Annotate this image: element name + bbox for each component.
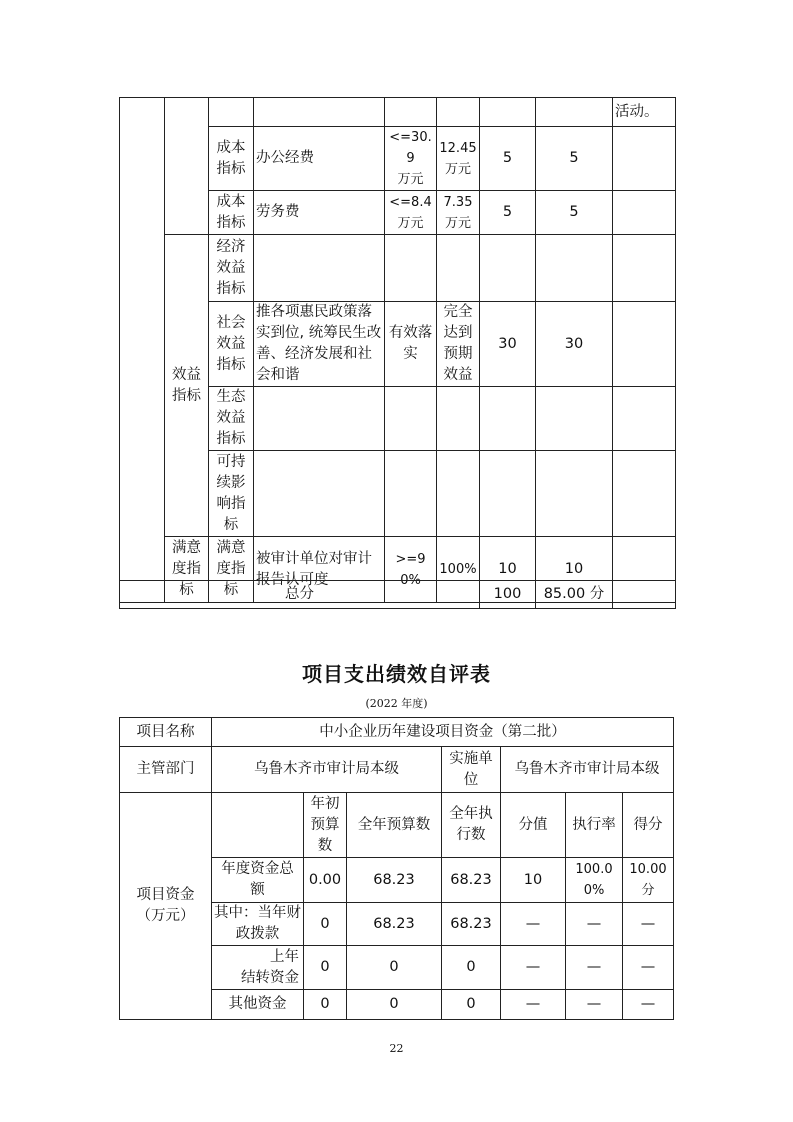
fund-initial: 0	[304, 903, 347, 946]
fund-score: 10.00 分	[623, 858, 674, 903]
project-name-label: 项目名称	[120, 718, 212, 747]
indicator-sub: 成本 指标	[209, 191, 254, 235]
satisfaction-category: 满意 度指 标	[165, 537, 209, 603]
indicator-name: 劳务费	[254, 191, 385, 235]
indicator-sub: 可持 续影 响指 标	[209, 451, 254, 537]
indicator-weight: 5	[480, 127, 536, 191]
impl-label: 实施单 位	[442, 747, 501, 793]
indicator-score: 30	[536, 302, 613, 387]
fund-executed: 0	[442, 946, 501, 990]
project-expenditure-table	[119, 717, 674, 1020]
col-header: 执行率	[566, 793, 623, 858]
fund-executed: 68.23	[442, 858, 501, 903]
indicator-score: 5	[536, 191, 613, 235]
fund-budget: 68.23	[347, 858, 442, 903]
indicator-name: 推各项惠民政策落实到位, 统筹民生改善、经济发展和社会和谐	[254, 302, 385, 387]
fund-executed: 68.23	[442, 903, 501, 946]
fund-score: —	[623, 903, 674, 946]
fund-initial: 0.00	[304, 858, 347, 903]
indicator-weight: 5	[480, 191, 536, 235]
indicator-sub: 满意 度指 标	[209, 537, 254, 603]
remark-cell: 活动。	[613, 98, 676, 127]
indicator-sub: 成本 指标	[209, 127, 254, 191]
subcategory-cell-blank	[165, 98, 209, 235]
performance-indicators-table	[119, 97, 676, 603]
fund-rate: 100.00%	[566, 858, 623, 903]
indicator-target: <=30.9 万元	[385, 127, 437, 191]
fund-weight: —	[501, 946, 566, 990]
fund-weight: 10	[501, 858, 566, 903]
fund-weight: —	[501, 903, 566, 946]
indicator-target: <=8.4 万元	[385, 191, 437, 235]
impl-value: 乌鲁木齐市审计局本级	[501, 747, 674, 793]
total-row-table	[119, 580, 676, 609]
fund-initial: 0	[304, 946, 347, 990]
indicator-actual: 100%	[437, 537, 480, 603]
fund-row-label: 年度资金总 额	[212, 858, 304, 903]
indicator-actual: 完全 达到 预期 效益	[437, 302, 480, 387]
col-header: 得分	[623, 793, 674, 858]
indicator-target: >=90%	[385, 537, 437, 603]
benefit-category: 效益 指标	[165, 235, 209, 537]
total-weight: 100	[480, 581, 536, 609]
col-header: 分值	[501, 793, 566, 858]
fund-weight: —	[501, 990, 566, 1020]
fund-row-label: 其他资金	[212, 990, 304, 1020]
dept-label: 主管部门	[120, 747, 212, 793]
fund-rate: —	[566, 903, 623, 946]
fund-score: —	[623, 946, 674, 990]
fund-rate: —	[566, 946, 623, 990]
total-score: 85.00 分	[536, 581, 613, 609]
indicator-sub: 社会 效益 指标	[209, 302, 254, 387]
indicator-weight: 30	[480, 302, 536, 387]
indicator-name: 被审计单位对审计报告认可度	[254, 537, 385, 603]
fund-executed: 0	[442, 990, 501, 1020]
fund-score: —	[623, 990, 674, 1020]
page-number: 22	[389, 1042, 404, 1055]
fund-budget: 0	[347, 990, 442, 1020]
indicator-score: 5	[536, 127, 613, 191]
indicator-weight: 10	[480, 537, 536, 603]
fund-budget: 0	[347, 946, 442, 990]
col-header: 全年执 行数	[442, 793, 501, 858]
indicator-name: 办公经费	[254, 127, 385, 191]
indicator-score: 10	[536, 537, 613, 603]
fund-initial: 0	[304, 990, 347, 1020]
document-title: 项目支出绩效自评表	[302, 662, 491, 686]
total-label: 总分	[120, 581, 480, 609]
col-header: 全年预算数	[347, 793, 442, 858]
project-name-value: 中小企业历年建设项目资金（第二批）	[212, 718, 674, 747]
indicator-actual: 12.45 万元	[437, 127, 480, 191]
indicator-target: 有效落 实	[385, 302, 437, 387]
document-year: (2022 年度)	[365, 697, 428, 710]
category-cell-blank	[120, 98, 165, 603]
fund-budget: 68.23	[347, 903, 442, 946]
indicator-sub: 经济 效益 指标	[209, 235, 254, 302]
indicator-sub: 生态 效益 指标	[209, 387, 254, 451]
dept-value: 乌鲁木齐市审计局本级	[212, 747, 442, 793]
fund-row-label: 上年 结转资金	[212, 946, 304, 990]
fund-rate: —	[566, 990, 623, 1020]
funds-label: 项目资金 （万元）	[120, 793, 212, 1020]
fund-row-label: 其中：当年财 政拨款	[212, 903, 304, 946]
col-header: 年初 预算 数	[304, 793, 347, 858]
indicator-actual: 7.35 万元	[437, 191, 480, 235]
